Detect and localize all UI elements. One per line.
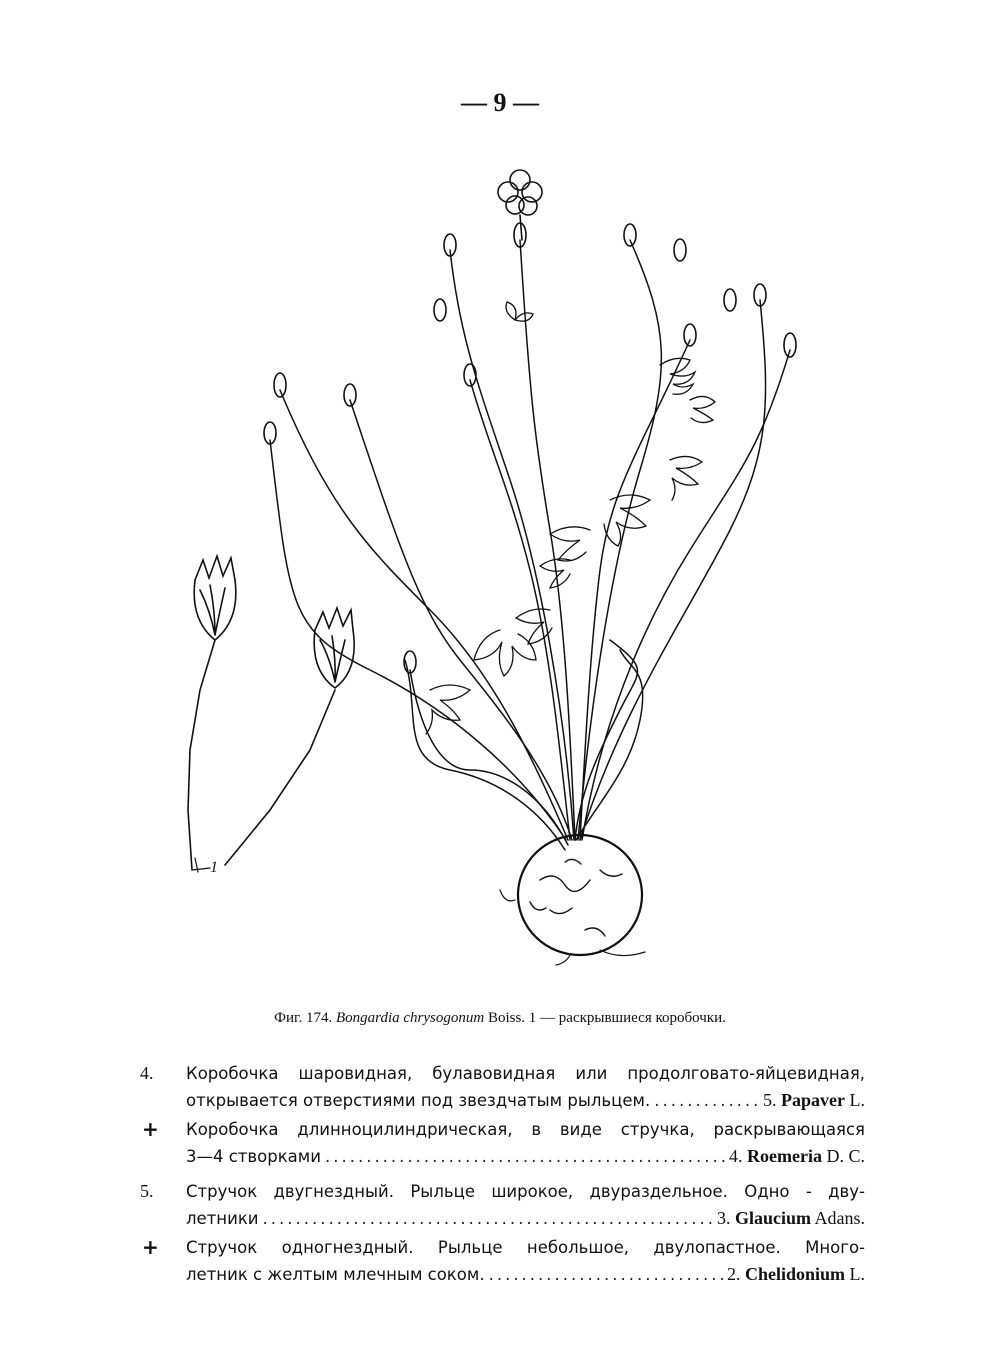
figure-label: 1 [210, 859, 218, 876]
couplet-text-line: открывается отверстиями под звездчатым рыльцем. [186, 1091, 651, 1110]
genus-authority: L. [849, 1264, 865, 1284]
leader-dots [325, 1143, 725, 1170]
taxon-number: 2. [726, 1264, 741, 1284]
genus-name: Glaucium [734, 1208, 811, 1228]
leader-dots [263, 1205, 713, 1232]
key-couplet-4b [140, 1116, 865, 1170]
genus-authority: Adans. [814, 1208, 865, 1228]
couplet-text-line: летники [186, 1209, 259, 1228]
caption-prefix: Фиг. 174. [274, 1010, 333, 1026]
couplet-text-line: Стручок двугнездный. Рыльце широкое, двураздельное. Одно - дву- [186, 1182, 865, 1201]
caption-species: Bongardia chrysogonum [336, 1010, 485, 1026]
couplet-last-line [186, 1261, 865, 1288]
couplet-last-line [186, 1087, 865, 1114]
page-number: — 9 — [461, 88, 539, 117]
stems-drawing [270, 240, 790, 850]
genus-authority: L. [849, 1090, 865, 1110]
couplet-text-line: Коробочка длинноцилиндрическая, в виде стручка, раскрывающаяся [186, 1120, 865, 1139]
couplet-last-line [186, 1205, 865, 1232]
taxon-number: 3. [716, 1208, 731, 1228]
leader-dots [654, 1087, 759, 1114]
genus-authority: D. C. [826, 1146, 865, 1166]
genus-name: Roemeria [747, 1146, 822, 1166]
couplet-marker: + [142, 1235, 159, 1259]
couplet-text-line: Стручок одногнездный. Рыльце небольшое, двулопастное. Много- [186, 1238, 865, 1257]
identification-key [140, 1060, 865, 1288]
genus-name: Chelidonium [744, 1264, 845, 1284]
figure-caption [0, 1010, 1000, 1027]
botanical-illustration [170, 150, 870, 980]
taxon-reference [727, 1261, 865, 1288]
leaves-drawing [426, 358, 715, 734]
capsule-detail-drawing [188, 556, 354, 872]
plant-drawing [170, 150, 870, 980]
caption-author: Boiss. 1 — раскрывшиеся коробочки. [487, 1010, 726, 1026]
tuber-drawing [500, 835, 645, 965]
couplet-text-line: летник с желтым млечным соком. [186, 1265, 485, 1284]
key-couplet-5b [140, 1234, 865, 1288]
capsules-drawing [264, 223, 796, 673]
couplet-text-line: Коробочка шаровидная, булавовидная или продолговато-яйцевидная, [186, 1064, 865, 1083]
couplet-last-line [186, 1143, 865, 1170]
taxon-number: 5. [763, 1090, 777, 1110]
key-couplet-5a [140, 1178, 865, 1232]
couplet-marker: + [142, 1117, 159, 1141]
taxon-reference [717, 1205, 865, 1232]
genus-name: Papaver [781, 1090, 845, 1110]
couplet-marker: 5. [140, 1181, 154, 1201]
couplet-marker: 4. [140, 1063, 154, 1083]
couplet-text-line: 3—4 створками [186, 1147, 321, 1166]
leader-dots [489, 1261, 723, 1288]
key-couplet-4a [140, 1060, 865, 1114]
taxon-reference [729, 1143, 865, 1170]
taxon-reference [763, 1087, 865, 1114]
taxon-number: 4. [729, 1146, 743, 1166]
